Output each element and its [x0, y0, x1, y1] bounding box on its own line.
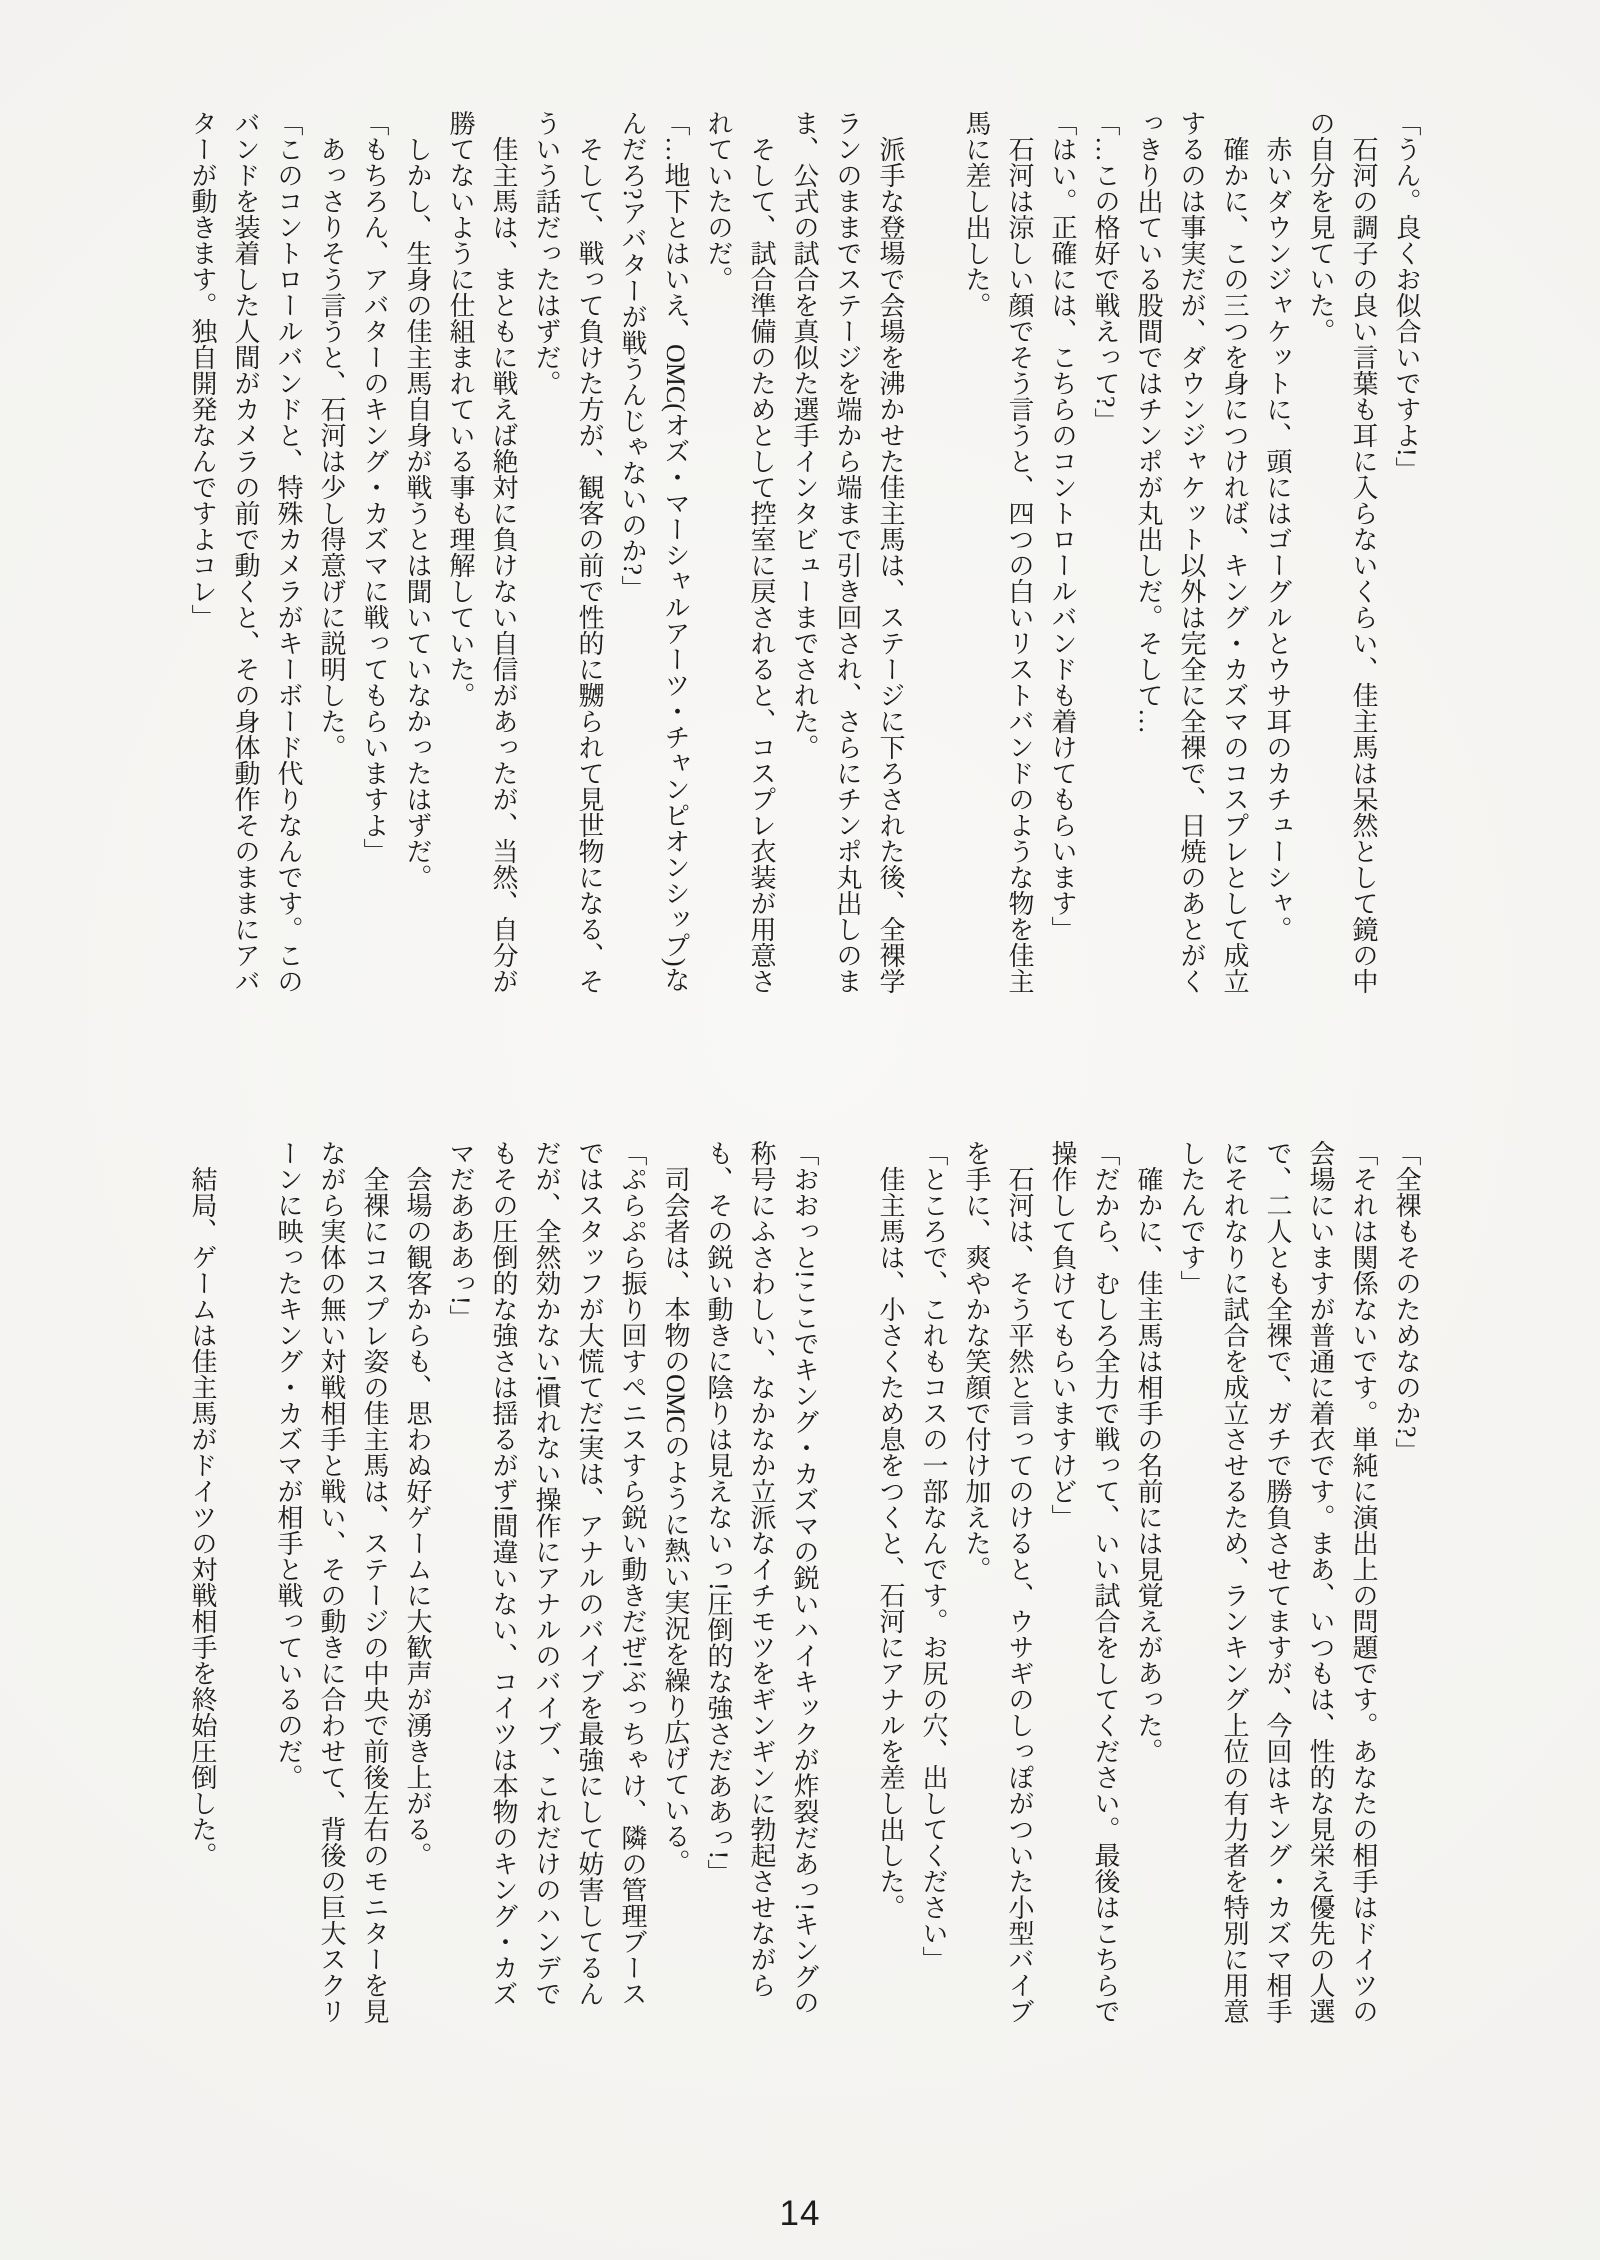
- paragraph-break: [826, 1140, 869, 2024]
- paragraph: 「それは関係ないです。単純に演出上の問題です。あなたの相手はドイツの会場にいますが普通に着衣です。まあ、いつもは、性的な見栄え優先の人選で、二人とも全裸で、ガチで勝負させてますが、今回はキング・カズマ相手にそれなりに試合を成立させるため、ランキング上位の有力者を特別に用意したんです」: [1177, 1140, 1378, 2024]
- paragraph: 「もちろん、アバターのキング・カズマに戦ってもらいますよ」: [360, 110, 389, 864]
- paragraph: 佳主馬は、小さくため息をつくと、石河にアナルを差し出した。: [876, 1140, 905, 1920]
- paragraph-break: [224, 1140, 267, 2024]
- paragraph: 「だから、むしろ全力で戦って、いい試合をしてください。最後はこちらで操作して負けてもらいますけど」: [1048, 1140, 1120, 2024]
- paragraph: 佳主馬は、まともに戦えば絶対に負けない自信があったが、当然、自分が勝てないように仕組まれている事も理解していた。: [446, 110, 518, 994]
- paragraph: あっさりそう言うと、石河は少し得意げに説明した。: [317, 110, 346, 760]
- paragraph: 「はい。正確には、こちらのコントロールバンドも着けてもらいます」: [1048, 110, 1077, 942]
- paragraph: 赤いダウンジャケットに、頭にはゴーグルとウサ耳のカチューシャ。: [1263, 110, 1292, 942]
- paragraph: 石河は、そう平然と言ってのけると、ウサギのしっぽがついた小型バイブを手に、爽やかな笑顔で付け加えた。: [962, 1140, 1034, 2024]
- paragraph-break: [912, 110, 955, 994]
- paragraph: 石河は涼しい顔でそう言うと、四つの白いリストバンドのような物を佳主馬に差し出した。: [962, 110, 1034, 994]
- paragraph: しかし、生身の佳主馬自身が戦うとは聞いていなかったはずだ。: [403, 110, 432, 890]
- paragraph: 会場の観客からも、思わぬ好ゲームに大歓声が湧き上がる。: [403, 1140, 432, 1868]
- paragraph: 確かに、この三つを身につければ、キング・カズマのコスプレとして成立するのは事実だが、ダウンジャケット以外は完全に全裸で、日焼のあとがくっきり出ている股間ではチンポが丸出しだ。そして…: [1134, 110, 1249, 994]
- paragraph: 「うん。良くお似合いですよ!」: [1392, 110, 1421, 483]
- paragraph: 「このコントロールバンドと、特殊カメラがキーボード代りなんです。このバンドを装着した人間がカメラの前で動くと、その身体動作そのままにアバターが動きます。独自開発なんですよコレ」: [188, 110, 303, 994]
- paragraph: 「…地下とはいえ、OMC(オズ・マーシャルアーツ・チャンピオンシップ)なんだろ?アバターが戦うんじゃないのか?」: [618, 110, 690, 993]
- text-block-bottom: [181, 1140, 1428, 2024]
- paragraph: 「全裸もそのためなのか?」: [1392, 1140, 1421, 1464]
- paragraph: そして、試合準備のためとして控室に戻されると、コスプレ衣装が用意されていたのだ。: [704, 110, 776, 994]
- page-number: 14: [779, 2194, 821, 2233]
- paragraph: 結局、ゲームは佳主馬がドイツの対戦相手を終始圧倒した。: [188, 1140, 217, 1868]
- paragraph: 全裸にコスプレ姿の佳主馬は、ステージの中央で前後左右のモニターを見ながら実体の無い対戦相手と戦い、その動きに合わせて、背後の巨大スクリーンに映ったキング・カズマが相手と戦っているのだ。: [274, 1140, 389, 2024]
- paragraph: 「…この格好で戦えって?」: [1091, 110, 1120, 434]
- paragraph: 「ところで、これもコスの一部なんです。お尻の穴、出してください」: [919, 1140, 948, 1972]
- paragraph: 「ぷらぷら振り回すペニスすら鋭い動きだぜ!ぶっちゃけ、隣の管理ブースではスタッフが大慌てだ!実は、アナルのバイブを最強にして妨害してるんだが、全然効かない!慣れない操作にアナルのバイブ、これだけのハンデでもその圧倒的な強さは揺るがず!間違いない、コイツは本物のキング・カズマだあああっ!」: [446, 1140, 647, 2007]
- paragraph: 確かに、佳主馬は相手の名前には見覚えがあった。: [1134, 1140, 1163, 1764]
- paragraph: 派手な登場で会場を沸かせた佳主馬は、ステージに下ろされた後、全裸学ランのままでステージを端から端まで引き回され、さらにチンポ丸出しのまま、公式の試合を真似た選手インタビューまでされた。: [790, 110, 905, 994]
- text-block-top: [181, 110, 1428, 994]
- paragraph: そして、戦って負けた方が、観客の前で性的に嬲られて見世物になる、そういう話だったはずだ。: [532, 110, 604, 994]
- paragraph: 石河の調子の良い言葉も耳に入らないくらい、佳主馬は呆然として鏡の中の自分を見ていた。: [1306, 110, 1378, 994]
- paragraph: 「おおっと!ここでキング・カズマの鋭いハイキックが炸裂だあっ!キングの称号にふさわしい、なかなか立派なイチモツをギンギンに勃起させながらも、その鋭い動きに陰りは見えないっ!圧倒的な強さだああっ!」: [704, 1140, 819, 2016]
- paragraph: 司会者は、本物のOMCのように熱い実況を繰り広げている。: [661, 1140, 690, 1876]
